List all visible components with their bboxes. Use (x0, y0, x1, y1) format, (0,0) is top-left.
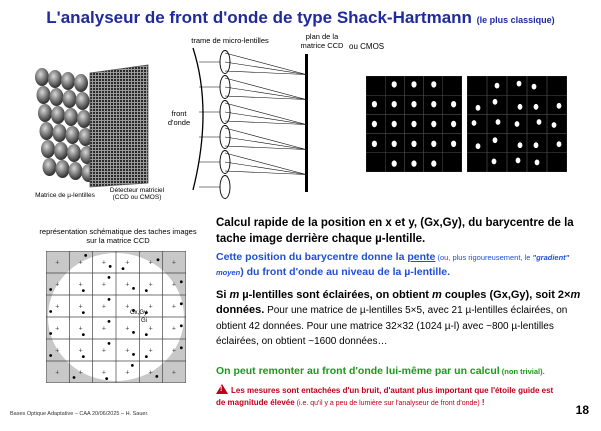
cell-center-plus: + (171, 259, 177, 267)
spot (372, 101, 377, 107)
spot-dot (82, 311, 85, 314)
spot (515, 121, 520, 127)
donnees-a: Si (216, 289, 230, 301)
spot (493, 137, 498, 143)
spot (496, 119, 501, 125)
donnees-c: couples (Gx,Gy), soit 2× (441, 289, 571, 301)
microlens-matrix (35, 68, 96, 182)
microlens-matrix-label: Matrice de µ-lentilles (35, 192, 95, 199)
spot-dot (180, 280, 183, 283)
microlens-bump (69, 162, 83, 180)
spot-dot (82, 289, 85, 292)
cell-center-plus: + (171, 303, 177, 311)
spot-dot (108, 342, 111, 345)
spot-dot (132, 331, 135, 334)
cell-center-plus: + (101, 369, 107, 377)
spot (518, 104, 523, 110)
microlens-bump (43, 158, 57, 176)
spot-image-reference (366, 76, 462, 172)
calcul-note: (non trivial). (499, 367, 545, 376)
microlens-bump (38, 104, 52, 122)
ccd-plane (305, 54, 308, 192)
cell-center-plus: + (55, 281, 60, 289)
spot (431, 141, 436, 147)
spot (557, 103, 562, 109)
microlens-bump (51, 106, 65, 124)
detector-matrix (90, 65, 148, 187)
ccd-plane-label: plan de la matrice CCD (300, 32, 344, 50)
cell-center-plus: + (148, 303, 153, 311)
paragraph-barycentre (216, 215, 588, 247)
cell-center-plus: + (148, 259, 153, 267)
spot-dot (180, 324, 183, 327)
spot-dot (49, 288, 52, 291)
footer-credit: Bases Optique Adaptative – CAA 20/06/2025 – H. Sauer. (10, 411, 149, 417)
microlens-bump (61, 72, 75, 90)
spot (492, 159, 497, 165)
cell-center-plus: + (125, 325, 130, 333)
spot-dot (132, 287, 135, 290)
cell-center-plus: + (101, 325, 107, 333)
cell-center-plus: + (78, 259, 83, 267)
donnees-b: µ-lentilles sont éclairées, on obtient (239, 289, 433, 301)
spot (372, 141, 377, 147)
spot (517, 81, 522, 87)
cell-center-plus: + (171, 369, 177, 377)
microlens-bump (50, 88, 64, 106)
microlens-bump (77, 110, 91, 128)
microlens-bump (54, 142, 68, 160)
cell-center-plus: + (78, 347, 83, 355)
spot-dot (122, 267, 125, 270)
microlens-bump (74, 74, 88, 92)
optical-diagram (185, 40, 370, 200)
spot (534, 142, 539, 148)
spot (431, 121, 436, 127)
spot-dot (180, 302, 183, 305)
spot (476, 105, 481, 111)
spot (411, 121, 416, 127)
spot-dot (145, 289, 148, 292)
spot (451, 121, 456, 127)
spot-dot (145, 333, 148, 336)
spot (532, 84, 537, 90)
cell-center-plus: + (78, 303, 83, 311)
m2: m (432, 289, 442, 301)
detector-label: Détecteur matriciel (CCD ou CMOS) (109, 187, 165, 202)
barycentre-text: Calcul rapide de la position en x et y, (Gx,Gy), du barycentre de la tache image derrière chaque µ-lentille. (216, 217, 574, 246)
microlens (220, 176, 230, 199)
bruit-c: ! (479, 398, 485, 407)
spot (516, 158, 521, 164)
ray-lines (199, 53, 306, 187)
spot-dot (49, 310, 52, 313)
spot (534, 104, 539, 110)
spot (411, 101, 416, 107)
cell-center-plus: + (55, 303, 60, 311)
m3: m (570, 289, 581, 301)
wavefront-label: front d'onde (167, 109, 191, 127)
spot (557, 141, 562, 147)
cell-center-plus: + (78, 369, 83, 377)
lens-column (220, 51, 230, 199)
paragraph-donnees (216, 288, 588, 350)
spot-dot (108, 298, 111, 301)
spot (392, 121, 397, 127)
microlens-bump (56, 160, 70, 178)
spot-dot (105, 377, 108, 380)
spot (537, 119, 542, 125)
spot (431, 81, 436, 87)
pente-text-c: ) du front d'onde au niveau de la µ-lentille. (240, 265, 450, 278)
cell-center-plus: + (78, 325, 83, 333)
spot (472, 120, 477, 126)
spot-dot (73, 376, 76, 379)
spot (451, 141, 456, 147)
microlens-bump (53, 124, 67, 142)
title-sub: (le plus classique) (476, 15, 555, 25)
microlens-bump (41, 140, 55, 158)
spot (372, 121, 377, 127)
cell-center-plus: + (55, 369, 60, 377)
microlens-bump (40, 122, 54, 140)
pente-text-b: (ou, plus rigoureusement, le (435, 253, 533, 262)
cell-center-plus: + (55, 259, 60, 267)
spot (392, 101, 397, 107)
spot-image-aberrated (467, 76, 567, 172)
cell-center-plus: + (148, 347, 153, 355)
cell-center-plus: + (55, 347, 60, 355)
cell-center-plus: + (125, 369, 130, 377)
microlens-bump (64, 108, 78, 126)
cell-center-plus: + (78, 281, 83, 289)
spot-dot (82, 355, 85, 358)
microlens-bump (67, 144, 81, 162)
spot-dot (82, 333, 85, 336)
spot (518, 142, 523, 148)
spot-dot (108, 320, 111, 323)
spot (495, 83, 500, 89)
paragraph-pente (216, 250, 588, 279)
spot-dot (49, 332, 52, 335)
cell-center-plus: + (125, 303, 130, 311)
cell-center-plus: + (101, 281, 107, 289)
gxgy-label: Gx,Gy (130, 310, 148, 316)
warning-icon (216, 384, 228, 394)
microlens-bump (76, 92, 90, 110)
lens-array-label: trame de micro-lentilles (191, 36, 269, 45)
spot (535, 160, 540, 166)
cell-center-plus: + (55, 325, 60, 333)
microlens-bump (37, 86, 51, 104)
spot-dot (180, 346, 183, 349)
spot (493, 99, 498, 105)
spot-dot (131, 364, 134, 367)
cell-center-plus: + (101, 347, 107, 355)
page-number: 18 (575, 403, 589, 417)
spot-dot (132, 353, 135, 356)
spot-dot (109, 265, 112, 268)
cell-center-plus: + (101, 259, 107, 267)
spot-dot (49, 354, 52, 357)
cell-center-plus: + (148, 281, 153, 289)
bruit-a: Les mesures sont entachées d'un bruit, d'autant plus important que l'étoile guide est de magnitude élevée (216, 386, 554, 407)
spot (451, 101, 456, 107)
cell-center-plus: + (101, 303, 107, 311)
microlens-bump (35, 68, 49, 86)
spot (431, 160, 436, 166)
spot-dot (108, 276, 111, 279)
cell-center-plus: + (171, 281, 177, 289)
spot (431, 101, 436, 107)
bruit-b: (i.e. qu'il y a peu de lumière sur l'analyseur de front d'onde) (294, 400, 480, 407)
cell-center-plus: + (125, 347, 130, 355)
spot-dot (157, 258, 160, 261)
microlens-bump (66, 126, 80, 144)
cell-center-plus: + (125, 259, 130, 267)
gradient-word: "gradient" moyen (216, 253, 570, 277)
spot (411, 160, 416, 166)
spot (552, 122, 557, 128)
paragraph-calcul (216, 364, 588, 379)
cell-center-plus: + (171, 347, 177, 355)
spot (411, 81, 416, 87)
spot (476, 143, 481, 149)
donnees-d: données. (216, 304, 265, 317)
spot-dot (145, 355, 148, 358)
spot (392, 81, 397, 87)
ccd-schematic (46, 251, 186, 383)
cell-center-plus: + (171, 325, 177, 333)
microlens-bump (63, 90, 77, 108)
paragraph-bruit (216, 384, 564, 410)
cell-center-plus: + (125, 281, 130, 289)
spot (411, 141, 416, 147)
cell-center-plus: + (148, 325, 153, 333)
slide-title (0, 8, 601, 28)
spot-dot (155, 375, 158, 378)
donnees-rest: Pour une matrice de µ-lentilles 5×5, avec 21 µ-lentilles éclairées, on obtient 42 données. Pour une matrice 32×32 (1024 µ-l) avec ~800 µ-lentilles éclairées, on obtient ~1600 données… (216, 305, 568, 348)
pente-word: pente (407, 251, 436, 263)
title-main: L'analyseur de front d'onde de type Shack-Hartmann (46, 8, 472, 27)
calcul-main: On peut remonter au front d'onde lui-même par un calcul (216, 365, 500, 377)
m1: m (229, 289, 240, 301)
spot (392, 160, 397, 166)
cell-center-plus: + (148, 369, 153, 377)
microlens-bump (48, 70, 62, 88)
ccd-plane-suffix: ou CMOS (349, 42, 385, 51)
spot-dot (84, 254, 87, 257)
gi-label: Gi (141, 318, 147, 324)
schematic-label: représentation schématique des taches images sur la matrice CCD (39, 227, 197, 245)
pente-text-a: Cette position du barycentre donne la (216, 251, 408, 263)
spot (392, 141, 397, 147)
